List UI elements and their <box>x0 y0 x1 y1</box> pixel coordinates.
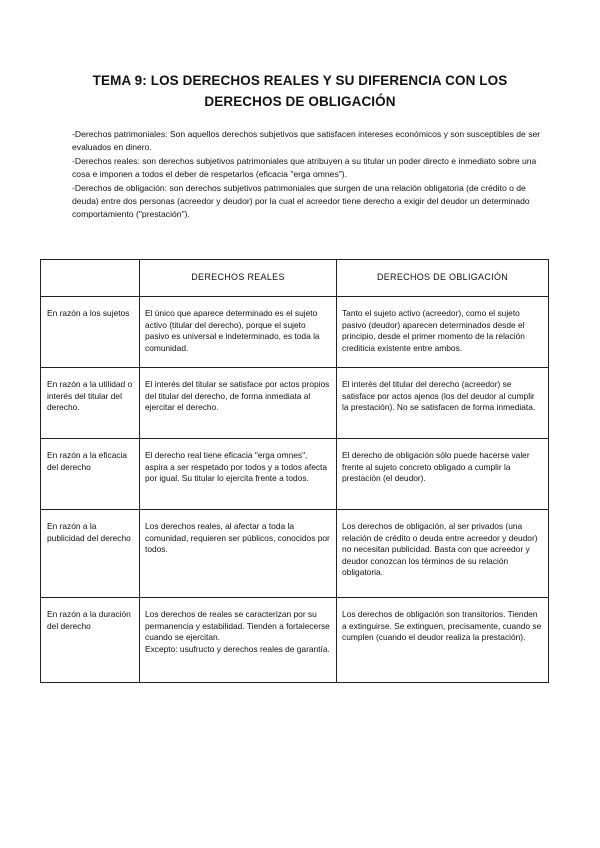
header-empty-cell <box>41 260 140 297</box>
title-line-2: DERECHOS DE OBLIGACIÓN <box>204 94 396 109</box>
row-label: En razón a la utilidad o interés del titular del derecho. <box>47 379 133 413</box>
cell-reales: Los derechos de reales se caracterizan por su permanencia y estabilidad. Tienden a fortalecerse cuando se ejercitan. Excepto: usufructo y derechos reales de garantía. <box>145 609 330 654</box>
cell-reales: El único que aparece determinado es el sujeto activo (titular del derecho), porque el sujeto pasivo es universal e indeterminado, es toda la comunidad. <box>145 308 320 353</box>
definition-obligacion: -Derechos de obligación: son derechos subjetivos patrimoniales que surgen de una relación obligatoria (de crédito o de deuda) entre dos personas (acreedor y deudor) por la cual el acreedor tiene derecho a exigir del deudor un determinado comportamiento ("prestación"). <box>72 182 530 220</box>
header-derechos-obligacion: DERECHOS DE OBLIGACIÓN <box>337 260 549 297</box>
title-line-1: TEMA 9: LOS DERECHOS REALES Y SU DIFERENCIA CON LOS <box>92 73 508 88</box>
table-row <box>41 297 549 368</box>
table-header-row <box>41 260 549 297</box>
definitions-block <box>72 128 542 222</box>
row-label: En razón a los sujetos <box>47 308 130 318</box>
cell-obligacion: El interés del titular del derecho (acreedor) se satisface por actos ajenos (los del deudor al cumplir la prestación). No se satisfacen de forma inmediata. <box>342 379 536 413</box>
table-row <box>41 510 549 598</box>
comparison-table <box>40 259 549 683</box>
definition-patrimoniales: -Derechos patrimoniales: Son aquellos derechos subjetivos que satisfacen intereses económicos y son susceptibles de ser evaluados en dinero. <box>72 129 541 153</box>
cell-reales: El derecho real tiene eficacia "erga omnes", aspira a ser respetado por todos y a todos afecta por igual. Su titular lo ejercita frente a todos. <box>145 450 328 484</box>
cell-obligacion: El derecho de obligación sólo puede hacerse valer frente al sujeto concreto obligado a cumplir la prestación (el deudor). <box>342 450 530 484</box>
table-row <box>41 368 549 439</box>
row-label: En razón a la duración del derecho <box>47 609 131 631</box>
definition-reales: -Derechos reales: son derechos subjetivos patrimoniales que atribuyen a su titular un poder directo e inmediato sobre una cosa e imponen a todos el deber de respetarlos (eficacia "erga omnes"). <box>72 155 537 180</box>
header-derechos-reales: DERECHOS REALES <box>140 260 337 297</box>
cell-obligacion: Los derechos de obligación son transitorios. Tienden a extinguirse. Se extinguen, precisamente, cuando se cumplen (cuando el deudor realiza la prestación). <box>342 609 542 643</box>
row-label: En razón a la eficacia del derecho <box>47 450 128 472</box>
cell-obligacion: Los derechos de obligación, al ser privados (una relación de crédito o deuda entre acreedor y deudor) no necesitan publicidad. Basta con que acreedor y deudor conozcan los términos de su relación obligatoria. <box>342 521 538 578</box>
cell-obligacion: Tanto el sujeto activo (acreedor), como el sujeto pasivo (deudor) aparecen determinados desde el principio, desde el primer momento de la relación crediticia existente entre ambos. <box>342 308 525 353</box>
row-label: En razón a la publicidad del derecho <box>47 521 131 543</box>
page-title <box>60 70 540 112</box>
table-row <box>41 598 549 683</box>
cell-reales: Los derechos reales, al afectar a toda la comunidad, requieren ser públicos, conocidos por todos. <box>145 521 330 555</box>
cell-reales: El interés del titular se satisface por actos propios del titular del derecho, de forma inmediata al ejercitar el derecho. <box>145 379 330 413</box>
table-row <box>41 439 549 510</box>
